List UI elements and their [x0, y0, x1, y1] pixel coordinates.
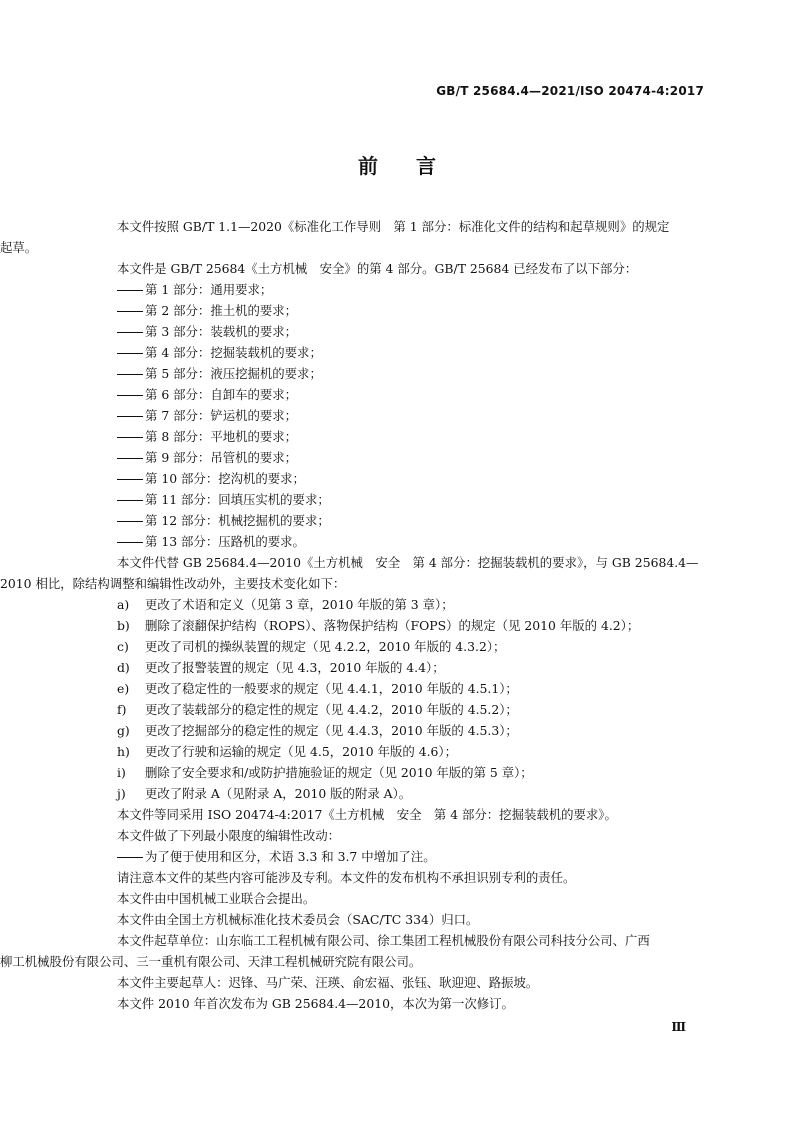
- part-text: 第 2 部分：推土机的要求；: [145, 303, 298, 318]
- item-text: 更改了装载部分的稳定性的规定（见 4.4.2，2010 年版的 4.5.2）；: [145, 702, 518, 717]
- dash-mark: [117, 395, 143, 396]
- part-text: 第 3 部分：装载机的要求；: [145, 324, 298, 339]
- dash-mark: [117, 374, 143, 375]
- part-text: 第 8 部分：平地机的要求；: [145, 429, 298, 444]
- list-item: [117, 447, 707, 468]
- paragraph-drafting-units: 本文件起草单位：山东临工工程机械有限公司、徐工集团工程机械股份有限公司科技分公司、广西: [117, 933, 650, 948]
- dash-mark: [117, 458, 143, 459]
- list-item: [117, 384, 707, 405]
- part-text: 第 5 部分：液压挖掘机的要求；: [145, 366, 322, 381]
- part-text: 第 10 部分：挖沟机的要求；: [145, 471, 305, 486]
- part-text: 第 9 部分：吊管机的要求；: [145, 450, 298, 465]
- list-item: [117, 678, 707, 699]
- list-item: [117, 615, 707, 636]
- item-text: 更改了挖掘部分的稳定性的规定（见 4.4.3，2010 年版的 4.5.3）；: [145, 723, 518, 738]
- item-label: i): [117, 765, 126, 780]
- item-text: 更改了行驶和运输的规定（见 4.5，2010 年版的 4.6）；: [145, 744, 457, 759]
- standard-number-header: GB/T 25684.4—2021/ISO 20474-4:2017: [436, 84, 704, 98]
- dash-mark: [117, 416, 143, 417]
- dash-mark: [117, 479, 143, 480]
- foreword-body: [0, 216, 707, 1014]
- list-item: [117, 531, 707, 552]
- paragraph-centralized-by: 本文件由全国土方机械标准化技术委员会（SAC/TC 334）归口。: [117, 912, 479, 927]
- dash-mark: [117, 437, 143, 438]
- paragraph-replaces-cont: 2010 相比，除结构调整和编辑性改动外，主要技术变化如下：: [0, 576, 346, 591]
- item-label: f): [117, 702, 127, 717]
- item-label: a): [117, 597, 130, 612]
- dash-mark: [117, 521, 143, 522]
- list-item: [117, 426, 707, 447]
- item-label: c): [117, 639, 129, 654]
- item-label: b): [117, 618, 130, 633]
- editorial-change-text: 为了便于使用和区分，术语 3.3 和 3.7 中增加了注。: [145, 849, 436, 864]
- list-item: [117, 489, 707, 510]
- paragraph-editorial-changes: 本文件做了下列最小限度的编辑性改动：: [117, 828, 341, 843]
- list-item: [117, 300, 707, 321]
- paragraph-proposed-by: 本文件由中国机械工业联合会提出。: [117, 891, 316, 906]
- list-item: [117, 699, 707, 720]
- dash-mark: [117, 542, 143, 543]
- paragraph-drafting-rules-cont: 起草。: [0, 240, 38, 255]
- part-text: 第 7 部分：铲运机的要求；: [145, 408, 298, 423]
- item-text: 更改了术语和定义（见第 3 章，2010 年版的第 3 章）；: [145, 597, 454, 612]
- list-item: [117, 636, 707, 657]
- paragraph-drafters: 本文件主要起草人：迟锋、马广荣、汪瑛、俞宏福、张钰、耿迎迎、路振坡。: [117, 975, 539, 990]
- paragraph-drafting-rules: 本文件按照 GB/T 1.1—2020《标准化工作导则 第 1 部分：标准化文件的结构和起草规则》的规定: [117, 219, 670, 234]
- list-item: [117, 321, 707, 342]
- part-text: 第 6 部分：自卸车的要求；: [145, 387, 298, 402]
- list-item: [117, 468, 707, 489]
- item-text: 更改了报警装置的规定（见 4.3，2010 年版的 4.4）；: [145, 660, 445, 675]
- part-text: 第 1 部分：通用要求；: [145, 282, 273, 297]
- page-title: 前言: [358, 154, 474, 178]
- paragraph-patent-notice: 请注意本文件的某些内容可能涉及专利。本文件的发布机构不承担识别专利的责任。: [117, 870, 576, 885]
- paragraph-iso-adoption: 本文件等同采用 ISO 20474-4:2017《土方机械 安全 第 4 部分：挖掘装载机的要求》。: [117, 807, 617, 822]
- item-label: g): [117, 723, 130, 738]
- paragraph-history: 本文件 2010 年首次发布为 GB 25684.4—2010，本次为第一次修订。: [117, 996, 514, 1011]
- dash-mark: [117, 353, 143, 354]
- paragraph-part-of-series: 本文件是 GB/T 25684《土方机械 安全》的第 4 部分。GB/T 25684 已经发布了以下部分：: [117, 261, 638, 276]
- page-number: Ⅲ: [671, 1020, 686, 1034]
- list-item: [117, 342, 707, 363]
- item-label: h): [117, 744, 130, 759]
- list-item: [117, 720, 707, 741]
- item-label: j): [117, 786, 126, 801]
- changes-list: [117, 594, 707, 804]
- paragraph-replaces: 本文件代替 GB 25684.4—2010《土方机械 安全 第 4 部分：挖掘装载机的要求》，与 GB 25684.4—: [117, 555, 699, 570]
- part-text: 第 12 部分：机械挖掘机的要求；: [145, 513, 330, 528]
- list-item: [117, 363, 707, 384]
- part-text: 第 11 部分：回填压实机的要求；: [145, 492, 330, 507]
- dash-mark: [117, 857, 143, 858]
- part-text: 第 4 部分：挖掘装载机的要求；: [145, 345, 322, 360]
- item-label: d): [117, 660, 130, 675]
- list-item: [117, 279, 707, 300]
- item-text: 更改了附录 A（见附录 A，2010 版的附录 A）。: [145, 786, 412, 801]
- dash-mark: [117, 311, 143, 312]
- item-text: 更改了稳定性的一般要求的规定（见 4.4.1，2010 年版的 4.5.1）；: [145, 681, 518, 696]
- list-item: [117, 783, 707, 804]
- dash-mark: [117, 332, 143, 333]
- dash-mark: [117, 290, 143, 291]
- item-text: 更改了司机的操纵装置的规定（见 4.2.2，2010 年版的 4.3.2）；: [145, 639, 506, 654]
- part-text: 第 13 部分：压路机的要求。: [145, 534, 305, 549]
- item-text: 删除了滚翻保护结构（ROPS）、落物保护结构（FOPS）的规定（见 2010 年版的 4.2）；: [145, 618, 640, 633]
- item-label: e): [117, 681, 130, 696]
- dash-mark: [117, 500, 143, 501]
- list-item: [117, 594, 707, 615]
- list-item: [117, 846, 707, 867]
- list-item: [117, 741, 707, 762]
- parts-list: [117, 279, 707, 552]
- paragraph-drafting-units-cont: 柳工机械股份有限公司、三一重机有限公司、天津工程机械研究院有限公司。: [0, 954, 422, 969]
- list-item: [117, 405, 707, 426]
- list-item: [117, 762, 707, 783]
- list-item: [117, 657, 707, 678]
- item-text: 删除了安全要求和/或防护措施验证的规定（见 2010 年版的第 5 章）；: [145, 765, 533, 780]
- list-item: [117, 510, 707, 531]
